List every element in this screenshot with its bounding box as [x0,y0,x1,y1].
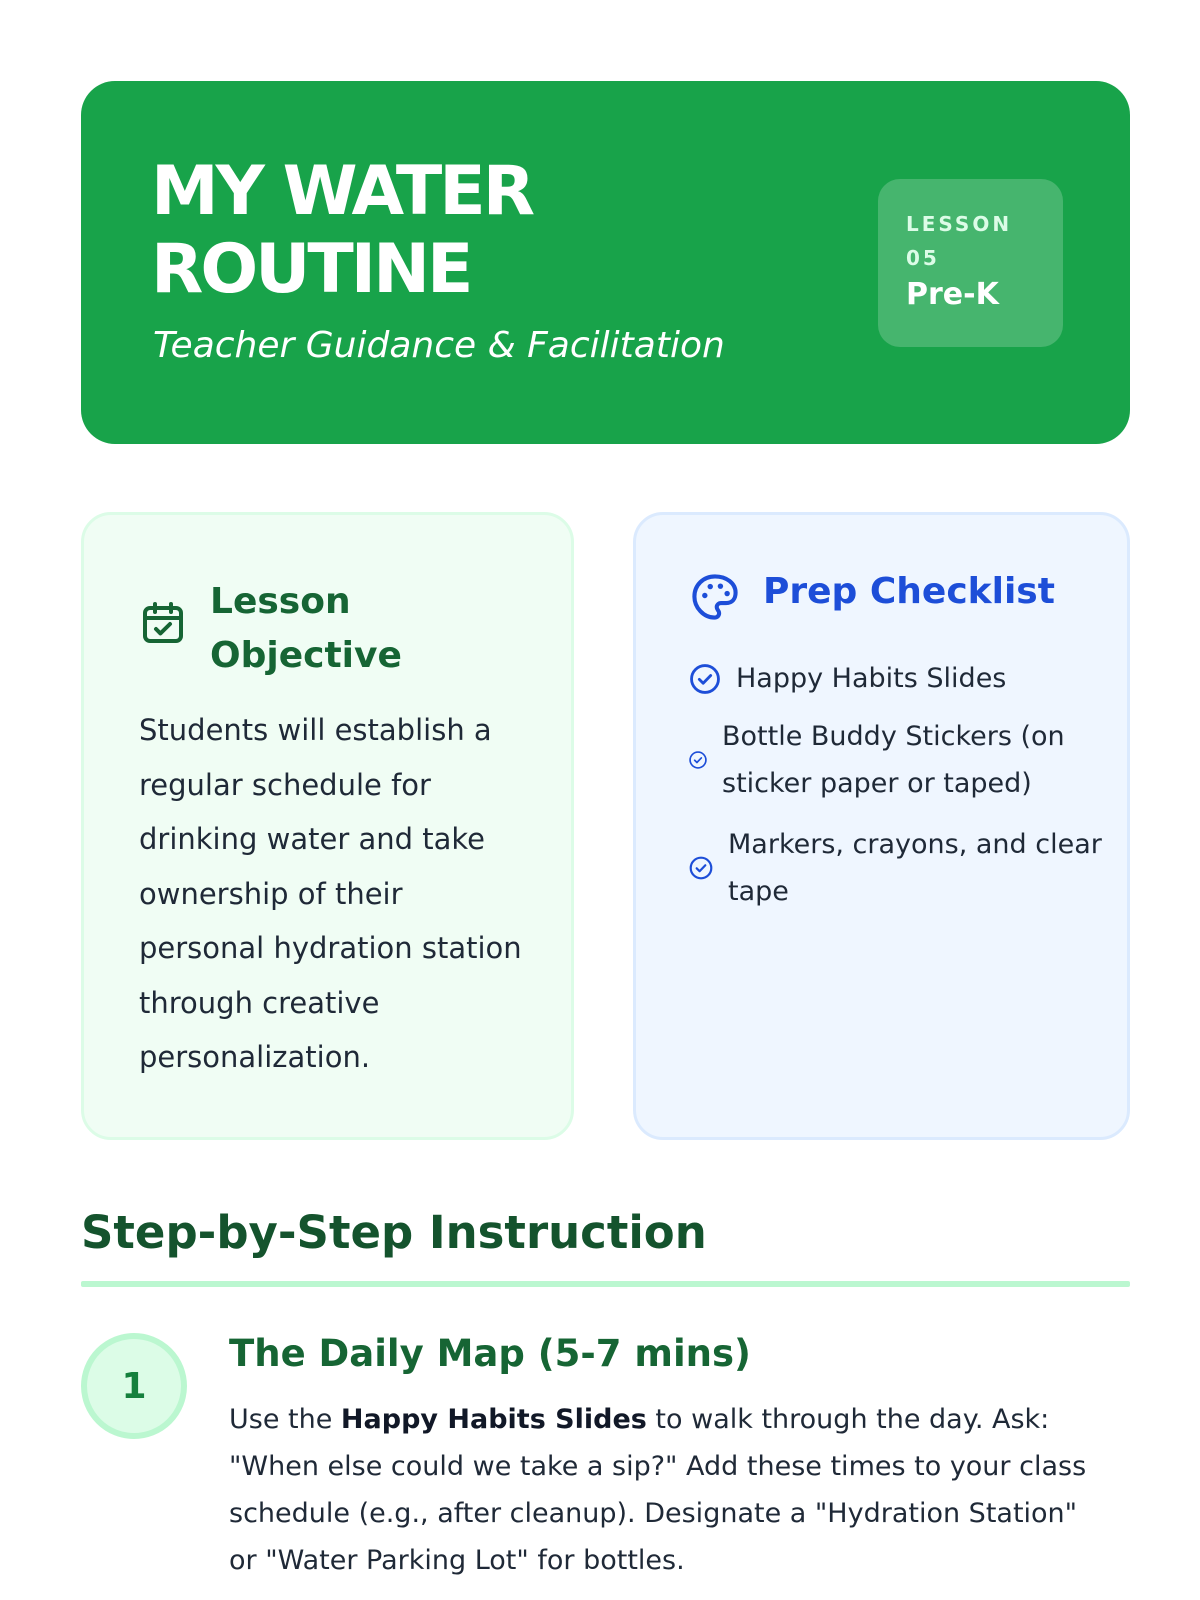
step-number-badge: 1 [81,1333,187,1439]
calendar-check-icon [139,599,187,647]
section-title: Step-by-Step Instruction [81,1206,707,1259]
checklist-item [688,655,1088,702]
checklist-item [688,713,1108,807]
checklist-item-label: Bottle Buddy Stickers (on sticker paper or taped) [722,721,1065,799]
prep-checklist-card [633,512,1130,1140]
lesson-header [81,81,1130,444]
objective-title: Lesson Objective [210,581,402,676]
lesson-number: LESSON 05 [906,212,1013,270]
checklist-item-label: Markers, crayons, and clear tape [728,829,1102,907]
check-circle-icon [688,855,714,881]
lesson-badge [878,179,1063,347]
step-description [229,1396,1109,1584]
section-divider [81,1281,1130,1287]
grade-level: Pre-K [906,277,999,312]
lesson-title: MY WATER ROUTINE [151,152,533,309]
step-heading: The Daily Map (5-7 mins) [229,1332,751,1375]
objective-text: Students will establish a regular schedule for drinking water and take ownership of their personal hydration station through creative personalization. [139,713,522,1074]
step-text: Use the [229,1404,341,1435]
check-circle-icon [688,750,708,770]
step-emphasis: Happy Habits Slides [340,1404,647,1435]
checklist-item-label: Happy Habits Slides [736,663,1007,694]
checklist-item [688,821,1108,915]
check-circle-icon [688,662,722,696]
step-text: to walk through the day. Ask: "When else could we take a sip?" Add these times to your class schedule (e.g., after cleanup). Designate a "Hydration Station" or "Water Parking Lot" for bottles. [229,1404,1087,1576]
lesson-subtitle: Teacher Guidance & Facilitation [153,325,725,366]
palette-icon [689,571,741,623]
prep-title: Prep Checklist [763,571,1055,612]
objective-card [81,512,574,1140]
